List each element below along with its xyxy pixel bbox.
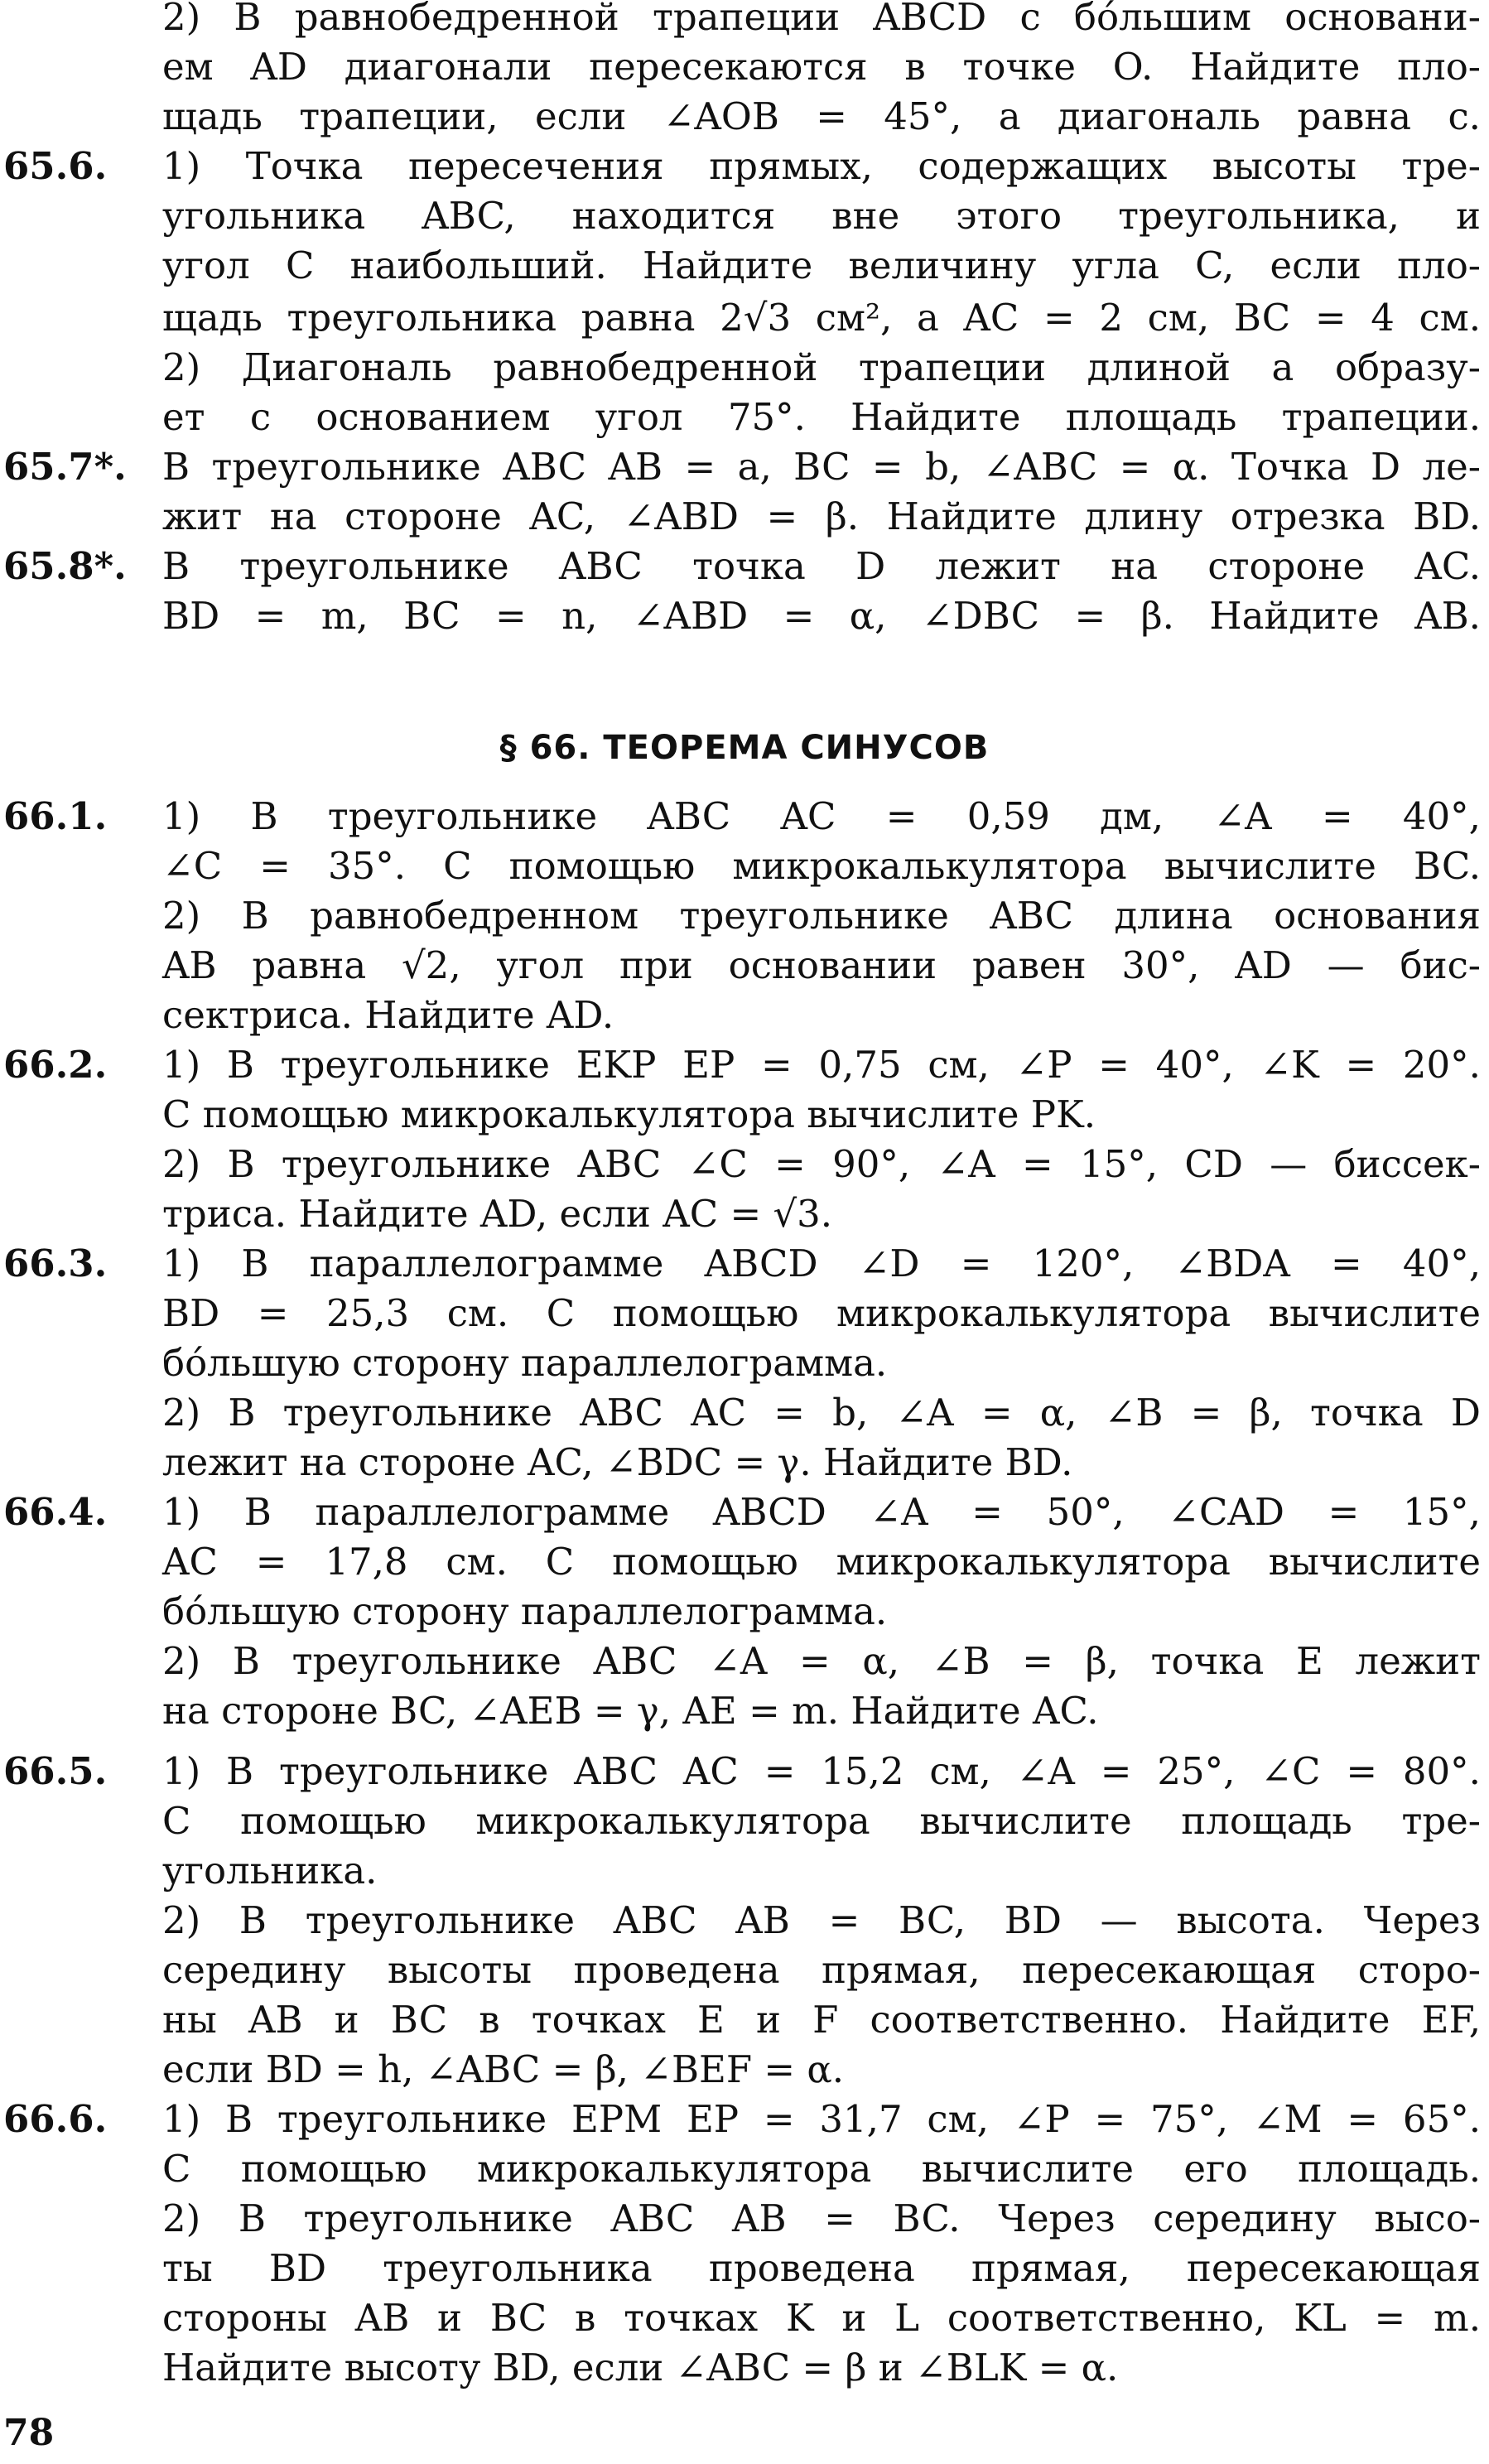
problem-line: 2) В треугольнике ABC ∠C = 90°, ∠A = 15°, CD — биссек- bbox=[162, 1142, 1481, 1186]
problem-line: 1) В треугольнике EPM EP = 31,7 см, ∠P = 75°, ∠M = 65°. bbox=[162, 2097, 1481, 2141]
problem-line: 1) В параллелограмме ABCD ∠A = 50°, ∠CAD = 15°, bbox=[162, 1490, 1481, 1534]
problem-number: 66.4. bbox=[3, 1490, 108, 1534]
problem-line: 1) В треугольнике ABC AC = 15,2 см, ∠A = 25°, ∠C = 80°. bbox=[162, 1749, 1481, 1793]
problem-line: 2) В равнобедренной трапеции ABCD с бо́льшим основани- bbox=[162, 0, 1481, 39]
problem-line: С помощью микрокалькулятора вычислите PK. bbox=[162, 1092, 1096, 1136]
problem-line: угольника. bbox=[162, 1849, 378, 1893]
problem-line: щадь трапеции, если ∠AOB = 45°, а диагональ равна c. bbox=[162, 94, 1481, 138]
problem-line: угол C наибольший. Найдите величину угла C, если пло- bbox=[162, 244, 1481, 287]
problem-line: середину высоты проведена прямая, пересекающая сторо- bbox=[162, 1948, 1481, 1992]
page-number: 78 bbox=[3, 2412, 55, 2454]
problem-line: угольника ABC, находится вне этого треугольника, и bbox=[162, 194, 1481, 238]
problem-line: 1) В параллелограмме ABCD ∠D = 120°, ∠BDA = 40°, bbox=[162, 1242, 1481, 1285]
problem-line: 2) В треугольнике ABC AB = BC. Через середину высо- bbox=[162, 2196, 1481, 2240]
problem-line: 2) Диагональ равнобедренной трапеции длиной a образу- bbox=[162, 345, 1481, 389]
problem-line: ∠C = 35°. С помощью микрокалькулятора вычислите BC. bbox=[162, 844, 1481, 888]
problem-line: жит на стороне AC, ∠ABD = β. Найдите длину отрезка BD. bbox=[162, 494, 1481, 538]
problem-number: 66.3. bbox=[3, 1242, 108, 1285]
problem-line: BD = 25,3 см. С помощью микрокалькулятора вычислите bbox=[162, 1291, 1481, 1335]
problem-line: ты BD треугольника проведена прямая, пересекающая bbox=[162, 2246, 1481, 2290]
problem-line: ет с основанием угол 75°. Найдите площадь трапеции. bbox=[162, 395, 1481, 439]
problem-line: BD = m, BC = n, ∠ABD = α, ∠DBC = β. Найдите AB. bbox=[162, 594, 1481, 638]
problem-line: стороны AB и BC в точках K и L соответственно, KL = m. bbox=[162, 2296, 1481, 2340]
problem-line: AC = 17,8 см. С помощью микрокалькулятора вычислите bbox=[162, 1540, 1481, 1584]
problem-line: бо́льшую сторону параллелограмма. bbox=[162, 1341, 888, 1385]
problem-line: 1) В треугольнике ABC AC = 0,59 дм, ∠A = 40°, bbox=[162, 794, 1481, 838]
problem-line: триса. Найдите AD, если AC = √3. bbox=[162, 1192, 833, 1236]
problem-number: 65.7*. bbox=[3, 445, 127, 489]
problem-line: ем AD диагонали пересекаются в точке O. Найдите пло- bbox=[162, 45, 1481, 89]
problem-line: В треугольнике ABC точка D лежит на стороне AC. bbox=[162, 544, 1481, 588]
problem-number: 66.2. bbox=[3, 1043, 108, 1087]
problem-line: ны AB и BC в точках E и F соответственно. Найдите EF, bbox=[162, 1998, 1481, 2042]
problem-line: Найдите высоту BD, если ∠ABC = β и ∠BLK = α. bbox=[162, 2346, 1119, 2389]
problem-line: С помощью микрокалькулятора вычислите его площадь. bbox=[162, 2147, 1481, 2191]
problem-line: AB равна √2, угол при основании равен 30°, AD — бис- bbox=[162, 943, 1481, 987]
problem-number: 66.6. bbox=[3, 2097, 108, 2141]
problem-line: С помощью микрокалькулятора вычислите площадь тре- bbox=[162, 1799, 1481, 1843]
problem-line: В треугольнике ABC AB = a, BC = b, ∠ABC = α. Точка D ле- bbox=[162, 445, 1481, 489]
problem-number: 65.8*. bbox=[3, 544, 127, 588]
problem-number: 66.5. bbox=[3, 1749, 108, 1793]
problem-line: 2) В треугольнике ABC AC = b, ∠A = α, ∠B = β, точка D bbox=[162, 1391, 1481, 1435]
problem-number: 65.6. bbox=[3, 144, 108, 188]
problem-line: 2) В треугольнике ABC AB = BC, BD — высота. Через bbox=[162, 1898, 1481, 1942]
section-heading: § 66. ТЕОРЕМА СИНУСОВ bbox=[499, 729, 990, 767]
problem-line: бо́льшую сторону параллелограмма. bbox=[162, 1589, 888, 1633]
problem-line: 2) В треугольнике ABC ∠A = α, ∠B = β, точка E лежит bbox=[162, 1639, 1481, 1683]
problem-line: щадь треугольника равна 2√3 см², а AC = 2 см, BC = 4 см. bbox=[162, 296, 1481, 340]
problem-line: 1) Точка пересечения прямых, содержащих высоты тре- bbox=[162, 144, 1481, 188]
problem-line: на стороне BC, ∠AEB = γ, AE = m. Найдите AC. bbox=[162, 1689, 1099, 1733]
problem-number: 66.1. bbox=[3, 794, 108, 838]
problem-line: если BD = h, ∠ABC = β, ∠BEF = α. bbox=[162, 2047, 845, 2091]
problem-line: лежит на стороне AC, ∠BDC = γ. Найдите BD. bbox=[162, 1440, 1073, 1484]
problem-line: сектриса. Найдите AD. bbox=[162, 993, 614, 1037]
problem-line: 1) В треугольнике EKP EP = 0,75 см, ∠P = 40°, ∠K = 20°. bbox=[162, 1043, 1481, 1087]
problem-line: 2) В равнобедренном треугольнике ABC длина основания bbox=[162, 894, 1481, 938]
